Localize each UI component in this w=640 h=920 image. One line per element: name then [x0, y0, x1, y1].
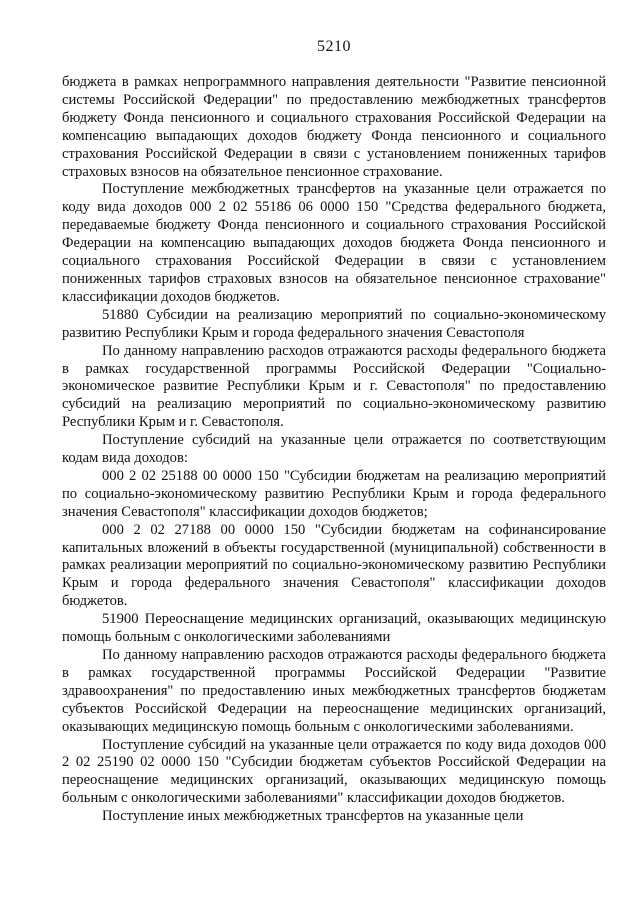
- paragraph: 000 2 02 25188 00 0000 150 "Субсидии бюджетам на реализацию мероприятий по социально-экономическому развитию Республики Крым и города федерального значения Севастополя" классификации доходов бюджетов;: [62, 467, 606, 520]
- page-number: 5210: [317, 38, 351, 55]
- paragraph: Поступление субсидий на указанные цели отражается по коду вида доходов 000 2 02 25190 02 0000 150 "Субсидии бюджетам субъектов Российской Федерации на переоснащение медицинских организаций, оказывающих медицинскую помощь больным с онкологическими заболеваниями" классификации доходов бюджетов.: [62, 736, 606, 807]
- paragraph: Поступление субсидий на указанные цели отражается по соответствующим кодам вида доходов:: [62, 432, 606, 467]
- document-body: [62, 74, 606, 826]
- paragraph: По данному направлению расходов отражаются расходы федерального бюджета в рамках государственной программы Российской Федерации "Социально-экономическое развитие Республики Крым и г. Севастополя" по предоставлению субсидий на реализацию мероприятий по социально-экономическому развитию Республики Крым и г. Севастополя.: [62, 342, 606, 431]
- paragraph: бюджета в рамках непрограммного направления деятельности "Развитие пенсионной системы Российской Федерации" по предоставлению межбюджетных трансфертов бюджету Фонда пенсионного и социального страхования Российской Федерации на компенсацию выпадающих доходов бюджету Фонда пенсионного и социального страхования Российской Федерации в связи с установлением пониженных тарифов страховых взносов на обязательное пенсионное страхование.: [62, 74, 606, 180]
- paragraph-heading: 51880 Субсидии на реализацию мероприятий по социально-экономическому развитию Республики Крым и города федерального значения Севастополя: [62, 306, 606, 341]
- paragraph: Поступление межбюджетных трансфертов на указанные цели отражается по коду вида доходов 000 2 02 55186 06 0000 150 "Средства федерального бюджета, передаваемые бюджету Фонда пенсионного и социального страхования Российской Федерации на компенсацию выпадающих доходов бюджета Фонда пенсионного и социального страхования Российской Федерации в связи с установлением пониженных тарифов страховых взносов на обязательное пенсионное страхование" классификации доходов бюджетов.: [62, 181, 606, 305]
- paragraph-heading: 51900 Переоснащение медицинских организаций, оказывающих медицинскую помощь больным с онкологическими заболеваниями: [62, 611, 606, 646]
- paragraph: 000 2 02 27188 00 0000 150 "Субсидии бюджетам на софинансирование капитальных вложений в объекты государственной (муниципальной) собственности в рамках реализации мероприятий по социально-экономическому развитию Республики Крым и города федерального значения Севастополя" классификации доходов бюджетов.: [62, 521, 606, 610]
- paragraph: По данному направлению расходов отражаются расходы федерального бюджета в рамках государственной программы Российской Федерации "Развитие здравоохранения" по предоставлению иных межбюджетных трансфертов бюджетам субъектов Российской Федерации на переоснащение медицинских организаций, оказывающих медицинскую помощь больным с онкологическими заболеваниями.: [62, 647, 606, 735]
- paragraph: Поступление иных межбюджетных трансфертов на указанные цели: [102, 808, 524, 825]
